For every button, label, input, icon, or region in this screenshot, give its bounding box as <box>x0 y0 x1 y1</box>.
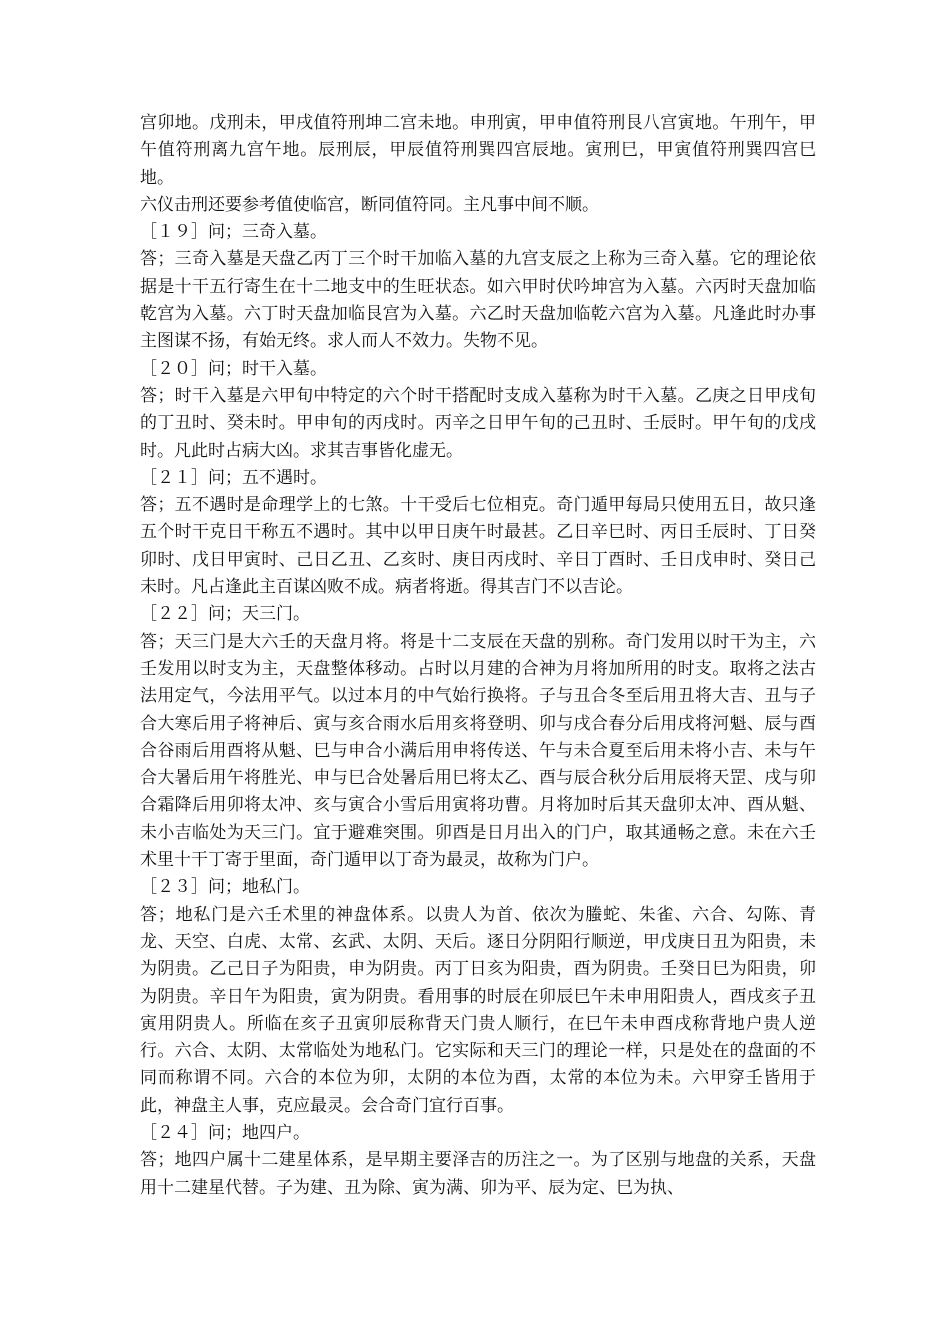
answer-paragraph: 答；地私门是六壬术里的神盘体系。以贵人为首、依次为螣蛇、朱雀、六合、勾陈、青龙、天空、白虎、太常、玄武、太阴、天后。逐日分阴阳行顺逆，甲戊庚日丑为阳贵，未为阴贵。乙己日子为阳贵，申为阴贵。丙丁日亥为阳贵，酉为阴贵。壬癸日巳为阳贵，卯为阴贵。辛日午为阳贵，寅为阴贵。看用事的时辰在卯辰巳午未申用阳贵人，酉戌亥子丑寅用阴贵人。所临在亥子丑寅卯辰称背天门贵人顺行，在巳午未申酉戌称背地户贵人逆行。六合、太阴、太常临处为地私门。它实际和天三门的理论一样，只是处在的盘面的不同而称谓不同。六合的本位为卯，太阴的本位为酉，太常的本位为未。六甲穿壬皆用于此，神盘主人事，克应最灵。会合奇门宜行百事。 <box>140 904 816 1116</box>
document-page <box>140 110 816 1202</box>
question-heading: ［２４］问；地四户。 <box>140 1122 310 1143</box>
question-heading: ［１９］问；三奇入墓。 <box>140 222 327 243</box>
question-heading: ［２１］问；五不遇时。 <box>140 467 327 488</box>
body-paragraph: 六仪击刑还要参考值使临宫，断同值符同。主凡事中间不顺。 <box>140 194 599 215</box>
question-heading: ［２０］问；时干入墓。 <box>140 358 327 379</box>
answer-paragraph: 答；时干入墓是六甲旬中特定的六个时干搭配时支成入墓称为时干入墓。乙庚之日甲戌旬的丁丑时、癸未时。甲申旬的丙戌时。丙辛之日甲午旬的己丑时、壬辰时。甲午旬的戊戌时。凡此时占病大凶。求其吉事皆化虚无。 <box>140 385 816 461</box>
question-heading: ［２３］问；地私门。 <box>140 877 310 898</box>
answer-paragraph: 答；五不遇时是命理学上的七煞。十干受后七位相克。奇门遁甲每局只使用五日，故只逢五个时干克日干称五不遇时。其中以甲日庚午时最甚。乙日辛巳时、丙日壬辰时、丁日癸卯时、戊日甲寅时、己日乙丑、乙亥时、庚日丙戌时、辛日丁酉时、壬日戊申时、癸日己未时。凡占逢此主百谋凶败不成。病者将逝。得其吉门不以吉论。 <box>140 495 816 598</box>
answer-paragraph: 答；三奇入墓是天盘乙丙丁三个时干加临入墓的九宫支辰之上称为三奇入墓。它的理论依据是十干五行寄生在十二地支中的生旺状态。如六甲时伏吟坤宫为入墓。六丙时天盘加临乾宫为入墓。六丁时天盘加临艮宫为入墓。六乙时天盘加临乾六宫为入墓。凡逢此时办事主图谋不扬，有始无终。求人而人不效力。失物不见。 <box>140 249 816 352</box>
question-heading: ［２２］问；天三门。 <box>140 604 310 625</box>
body-paragraph: 宫卯地。戊刑未，甲戌值符刑坤二宫未地。申刑寅，甲申值符刑艮八宫寅地。午刑午，甲午值符刑离九宫午地。辰刑辰，甲辰值符刑巽四宫辰地。寅刑巳，甲寅值符刑巽四宫巳地。 <box>140 113 816 188</box>
answer-paragraph: 答；地四户属十二建星体系，是早期主要泽吉的历注之一。为了区别与地盘的关系，天盘用十二建星代替。子为建、丑为除、寅为满、卯为平、辰为定、巳为执、 <box>140 1150 816 1198</box>
answer-paragraph: 答；天三门是大六壬的天盘月将。将是十二支辰在天盘的别称。奇门发用以时干为主，六壬发用以时支为主，天盘整体移动。占时以月建的合神为月将加所用的时支。取将之法古法用定气，今法用平气。以过本月的中气始行换将。子与丑合冬至后用丑将大吉、丑与子合大寒后用子将神后、寅与亥合雨水后用亥将登明、卯与戌合春分后用戌将河魁、辰与酉合谷雨后用酉将从魁、巳与申合小满后用申将传送、午与未合夏至后用未将小吉、未与午合大暑后用午将胜光、申与巳合处暑后用巳将太乙、酉与辰合秋分后用辰将天罡、戌与卯合霜降后用卯将太冲、亥与寅合小雪后用寅将功曹。月将加时后其天盘卯太冲、酉从魁、未小吉临处为天三门。宜于避难突围。卯酉是日月出入的门户，取其通畅之意。未在六壬术里十干丁寄于里面，奇门遁甲以丁奇为最灵，故称为门户。 <box>140 631 816 871</box>
